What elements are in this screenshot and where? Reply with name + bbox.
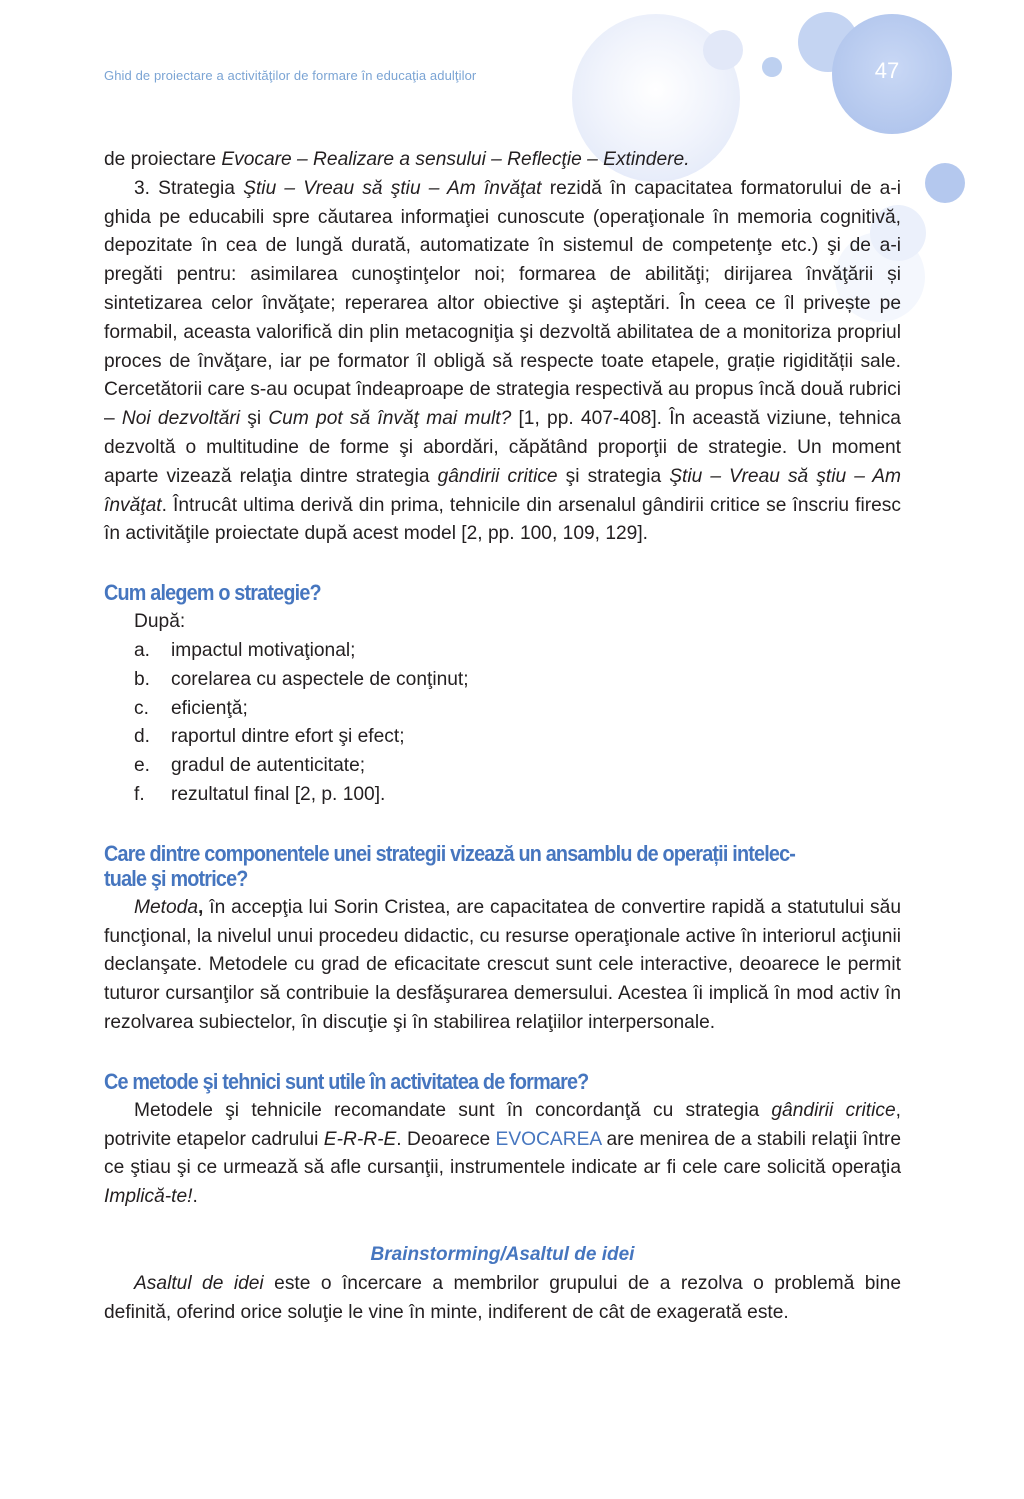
decor-bubble [703, 30, 743, 70]
paragraph [104, 175, 901, 549]
page-content [104, 146, 901, 1327]
heading-line: Care dintre componentele unei strategii vizează un ansamblu de operații intelec- [104, 840, 796, 866]
italic-run: Cum pot să învăţ mai mult? [268, 408, 512, 430]
italic-run: Asaltul de idei [134, 1272, 264, 1294]
list-text: impactul motivaţional; [171, 639, 356, 661]
list-marker: e. [134, 755, 151, 777]
italic-run: Ştiu – Vreau să ştiu – Am învăţat [243, 177, 542, 199]
list-marker: a. [134, 639, 151, 661]
highlight-run: EVOCAREA [495, 1128, 602, 1150]
list-marker: d. [134, 726, 151, 748]
paragraph [104, 894, 901, 1038]
text-run: , potrivite etapelor cadrului [104, 1099, 901, 1150]
section-heading: Cum alegem o strategie? [104, 580, 321, 606]
text-run: de proiectare [104, 149, 222, 170]
decor-bubble-small [925, 163, 965, 203]
list-item [104, 723, 901, 752]
text-run: . Întrucât ultima derivă din prima, tehnicile din arsenalul gândirii critice se înscriu firesc în activităţile proiectate după acest model [2, pp. 100, 109, 129]. [104, 494, 901, 545]
italic-run: Implică-te! [104, 1186, 193, 1208]
page-number: 47 [874, 58, 900, 83]
method-subtitle: Brainstorming/Asaltul de idei [370, 1243, 635, 1265]
text-run: [1, pp. 407-408]. În această viziune, tehnica dezvoltă o multitudine de forme şi abordări, căpătând proporţii de strategie. Un moment aparte vizează relaţia dintre strategia [104, 408, 901, 487]
list-marker: b. [134, 668, 151, 690]
italic-run: Noi dezvoltări [121, 408, 241, 430]
bold-run: , [198, 896, 204, 918]
text-run: este o încercare a membrilor grupului de a rezolva o problemă bine definită, oferind orice soluţie le vine în minte, indiferent de cât de exagerată este. [104, 1272, 901, 1323]
text-run: . Deoarece [396, 1128, 496, 1150]
text-run: rezidă în capacitatea formatorului de a-i ghida pe educabili spre căutarea informaţiei cunoscute (operaţionale în memoria cognitivă, depozitate în cea de lungă durată, automatizate în sistemul de competenţe etc.) şi de a-i pregăti pentru: asimilarea cunoştinţelor noi; formarea de abilităţi; dirijarea învăţării și sintetizarea celor învăţate; reperarea altor obiective şi aşteptări. În ceea ce îl privește pe formabil, aceasta valorifică din plin metacogniţia şi dezvoltă abilitatea de a monitoriza propriul proces de învăţare, iar pe formator îl obligă să respecte toate etapele, grație rigidității sale. Cercetătorii care s-au ocupat îndeaproape de strategia respectivă au propus încă două rubrici – [104, 177, 901, 430]
text-run: şi strategia [557, 465, 670, 487]
text-run: are menirea de a stabili relaţii între ce ştiau şi ce urmează să afle cursanţii, instrumentele indicate ar fi cele care solicită operaţia [104, 1128, 901, 1179]
list-marker: c. [134, 697, 149, 719]
list-text: eficienţă; [171, 697, 248, 719]
list-text: raportul dintre efort şi efect; [171, 726, 405, 748]
running-header: Ghid de proiectare a activităţilor de formare în educaţia adulţilor [104, 68, 477, 83]
paragraph [104, 1097, 901, 1212]
list-marker: f. [134, 783, 145, 805]
text-run: şi [240, 408, 269, 430]
text-run: 3. Strategia [134, 177, 244, 199]
paragraph: După: [134, 611, 186, 633]
text-run: Metodele şi tehnicile recomandate sunt în concordanţă cu strategia [134, 1099, 772, 1121]
list-item [104, 637, 901, 666]
section-heading: Ce metode şi tehnici sunt utile în activitatea de formare? [104, 1068, 589, 1094]
section-heading [104, 841, 900, 891]
paragraph [104, 146, 901, 175]
list-text: corelarea cu aspectele de conţinut; [171, 668, 469, 690]
italic-run: Evocare – Realizare a sensului – Reflecţie – Extindere. [221, 149, 690, 170]
list-text: rezultatul final [2, p. 100]. [171, 783, 386, 805]
list-item [104, 695, 901, 724]
italic-run: gândirii critice [771, 1099, 896, 1121]
italic-run: Ştiu – Vreau să ştiu – Am învăţat [104, 465, 901, 516]
list-item [104, 752, 901, 781]
italic-run: gândirii critice [437, 465, 558, 487]
italic-run: Metoda [134, 896, 198, 918]
text-run: în accepţia lui Sorin Cristea, are capacitatea de convertire rapidă a statutului său funcţional, la nivelul unui procedeu didactic, cu resurse operaţionale active în interiorul acţiunii declanşate. Metodele cu grad de eficacitate crescut sunt cele interactive, deoarece le permit tuturor cursanţilor să contribuie la desfăşurarea demersului. Acestea îi implică în mod activ în rezolvarea subiectelor, în discuţie şi în stabilirea relaţiilor interpersonale. [104, 896, 901, 1033]
list-text: gradul de autenticitate; [171, 755, 366, 777]
heading-line: tuale şi motrice? [104, 865, 248, 891]
decor-bubble-small [762, 57, 782, 77]
list-item [104, 666, 901, 695]
italic-run: E-R-R-E [323, 1128, 397, 1150]
paragraph [104, 1270, 901, 1328]
list-item [104, 781, 901, 810]
text-run: . [192, 1186, 198, 1208]
criteria-list [104, 637, 901, 810]
